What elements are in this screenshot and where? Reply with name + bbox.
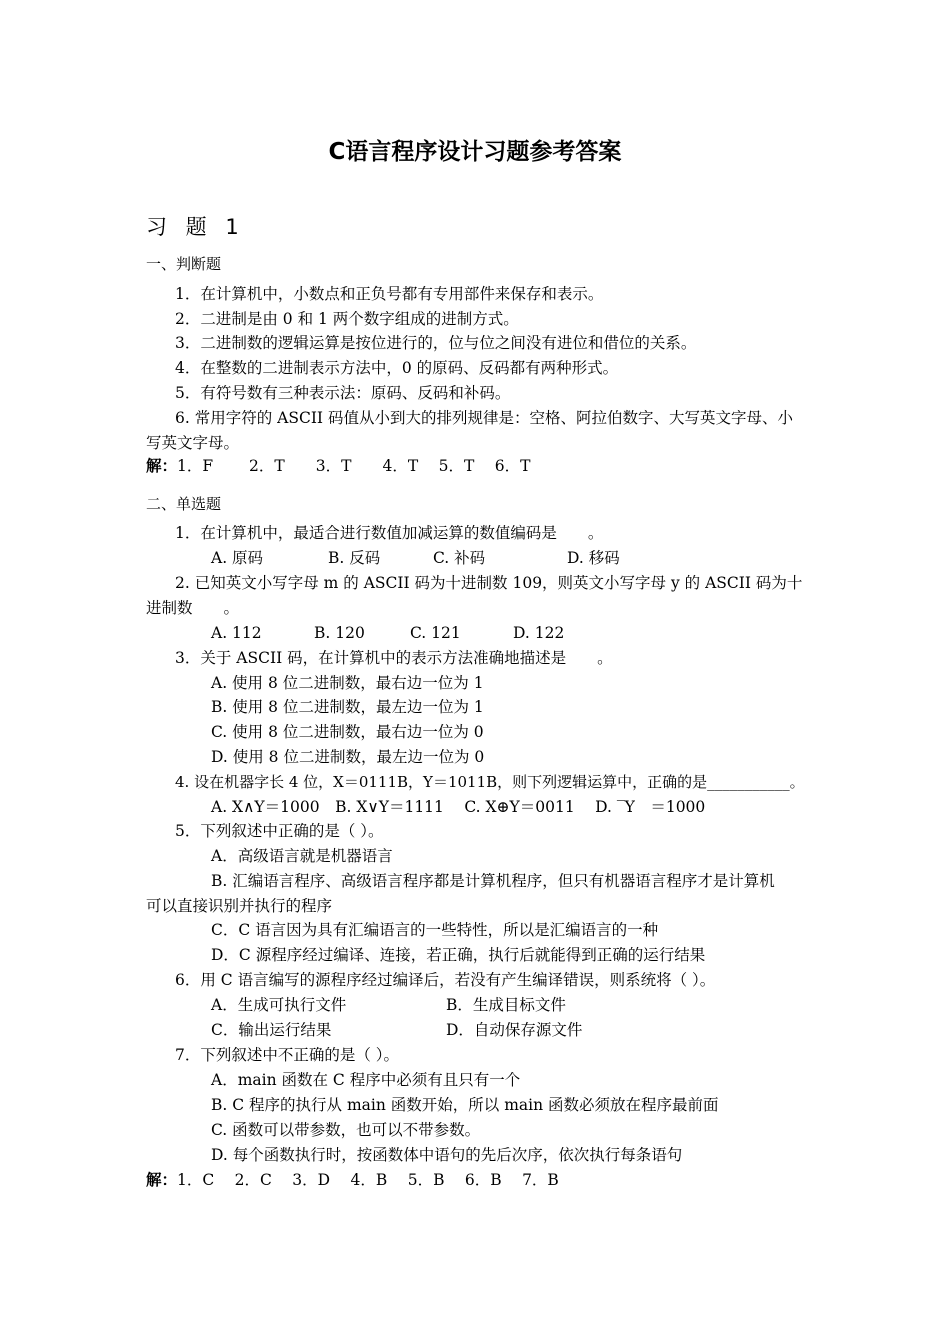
single-choice-answer — [146, 1170, 559, 1190]
tf-item-continued: 写英文字母。 — [146, 434, 240, 452]
tf-item: 1．在计算机中，小数点和正负号都有专用部件来保存和表示。 — [175, 285, 604, 303]
option: A. 原码 — [211, 549, 264, 567]
option: D．自动保存源文件 — [446, 1021, 583, 1039]
option: A．生成可执行文件 — [211, 996, 347, 1014]
question-stem: 7．下列叙述中不正确的是（ ）。 — [175, 1046, 400, 1064]
tf-item: 6. 常用字符的 ASCII 码值从小到大的排列规律是：空格、阿拉伯数字、大写英文字母、小 — [175, 409, 793, 427]
option: D．C 源程序经过编译、连接，若正确，执行后就能得到正确的运行结果 — [211, 946, 706, 964]
option: A．高级语言就是机器语言 — [211, 847, 393, 865]
tf-answer — [146, 456, 530, 476]
question-stem: 5．下列叙述中正确的是（ ）。 — [175, 822, 384, 840]
document-title: C语言程序设计习题参考答案 — [328, 139, 622, 165]
tf-item: 3．二进制数的逻辑运算是按位进行的，位与位之间没有进位和借位的关系。 — [175, 334, 697, 352]
option: A. 使用 8 位二进制数，最右边一位为 1 — [211, 674, 484, 692]
option: D. 122 — [513, 624, 565, 642]
option: C. 使用 8 位二进制数，最右边一位为 0 — [211, 723, 484, 741]
answer-text: 1．C 2．C 3．D 4．B 5．B 6．B 7．B — [177, 1171, 559, 1189]
tf-item: 5．有符号数有三种表示法：原码、反码和补码。 — [175, 384, 511, 402]
tf-item: 2．二进制是由 0 和 1 两个数字组成的进制方式。 — [175, 310, 519, 328]
option: B. 反码 — [328, 549, 381, 567]
option-continued: 可以直接识别并执行的程序 — [146, 897, 333, 915]
question-stem: 6．用 C 语言编写的源程序经过编译后，若没有产生编译错误，则系统将（ ）。 — [175, 971, 716, 989]
answer-label: 解： — [146, 457, 178, 475]
tf-item: 4．在整数的二进制表示方法中，0 的原码、反码都有两种形式。 — [175, 359, 619, 377]
options-line: A. X∧Y＝1000 B. X∨Y＝1111 C. X⊕Y＝0011 D. ‾Y ＝1000 — [211, 798, 706, 816]
option: C．C 语言因为具有汇编语言的一些特性，所以是汇编语言的一种 — [211, 921, 659, 939]
question-stem: 3．关于 ASCII 码，在计算机中的表示方法准确地描述是 。 — [175, 649, 613, 667]
option: A. 112 — [211, 624, 262, 642]
question-stem: 1．在计算机中，最适合进行数值加减运算的数值编码是 。 — [175, 524, 604, 542]
option: B．生成目标文件 — [446, 996, 566, 1014]
option: C. 函数可以带参数，也可以不带参数。 — [211, 1121, 481, 1139]
answer-label: 解： — [146, 1171, 178, 1189]
option: D. 每个函数执行时，按函数体中语句的先后次序，依次执行每条语句 — [211, 1146, 683, 1164]
option: B. 使用 8 位二进制数，最左边一位为 1 — [211, 698, 484, 716]
question-stem: 2. 已知英文小写字母 m 的 ASCII 码为十进制数 109，则英文小写字母 y 的 ASCII 码为十 — [175, 574, 803, 592]
option: C. 补码 — [433, 549, 486, 567]
option: D. 移码 — [567, 549, 620, 567]
question-stem-continued: 进制数 。 — [146, 599, 240, 617]
option: B. 120 — [314, 624, 365, 642]
option: D. 使用 8 位二进制数，最左边一位为 0 — [211, 748, 485, 766]
answer-text: 1．F 2．T 3．T 4．T 5．T 6．T — [177, 457, 531, 475]
section-heading-single-choice: 二、单选题 — [146, 495, 222, 513]
option: B. C 程序的执行从 main 函数开始，所以 main 函数必须放在程序最前面 — [211, 1096, 719, 1114]
question-stem: 4. 设在机器字长 4 位，X＝0111B，Y＝1011B，则下列逻辑运算中，正确的是___________。 — [175, 773, 805, 791]
option: A．main 函数在 C 程序中必须有且只有一个 — [211, 1071, 521, 1089]
chapter-heading: 习 题 1 — [146, 215, 245, 239]
section-heading-true-false: 一、判断题 — [146, 255, 222, 273]
option: C. 121 — [410, 624, 461, 642]
option: C．输出运行结果 — [211, 1021, 332, 1039]
option: B. 汇编语言程序、高级语言程序都是计算机程序，但只有机器语言程序才是计算机 — [211, 872, 775, 890]
